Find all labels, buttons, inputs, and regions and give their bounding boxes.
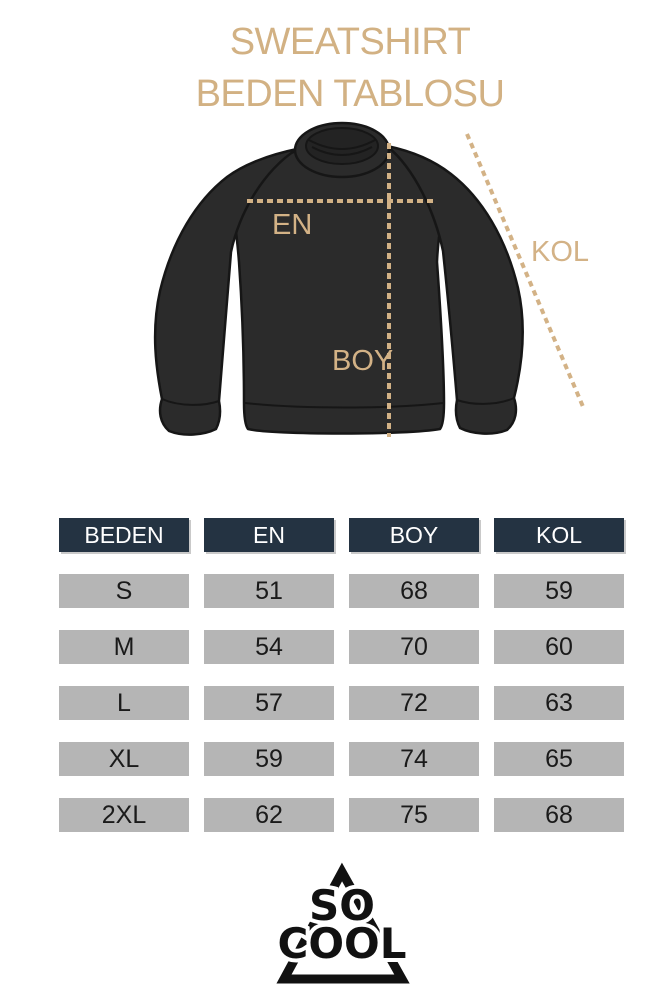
size-cell: XL (59, 742, 189, 776)
value-cell: 68 (349, 574, 479, 608)
value-cell: 54 (204, 630, 334, 664)
sleeve-label: KOL (531, 236, 590, 268)
logo-text-so: SO (309, 881, 375, 930)
size-cell: L (59, 686, 189, 720)
collar-opening (306, 128, 378, 164)
value-cell: 51 (204, 574, 334, 608)
value-cell: 68 (494, 798, 624, 832)
table-header-boy: BOY (349, 518, 479, 552)
value-cell: 75 (349, 798, 479, 832)
length-label: BOY (332, 345, 394, 377)
size-cell: S (59, 574, 189, 608)
width-label: EN (272, 209, 313, 241)
value-cell: 59 (494, 574, 624, 608)
size-cell: 2XL (59, 798, 189, 832)
value-cell: 70 (349, 630, 479, 664)
value-cell: 62 (204, 798, 334, 832)
sweatshirt-body (228, 147, 449, 434)
value-cell: 65 (494, 742, 624, 776)
value-cell: 74 (349, 742, 479, 776)
table-header-kol: KOL (494, 518, 624, 552)
table-header-en: EN (204, 518, 334, 552)
page-title-line1: SWEATSHIRT (229, 21, 471, 63)
size-table (59, 518, 624, 832)
value-cell: 72 (349, 686, 479, 720)
page-title-line2: BEDEN TABLOSU (195, 73, 505, 115)
table-header-beden: BEDEN (59, 518, 189, 552)
size-cell: M (59, 630, 189, 664)
value-cell: 59 (204, 742, 334, 776)
value-cell: 63 (494, 686, 624, 720)
logo-text-cool: COOL (277, 919, 407, 968)
value-cell: 60 (494, 630, 624, 664)
brand-logo (250, 858, 440, 998)
value-cell: 57 (204, 686, 334, 720)
